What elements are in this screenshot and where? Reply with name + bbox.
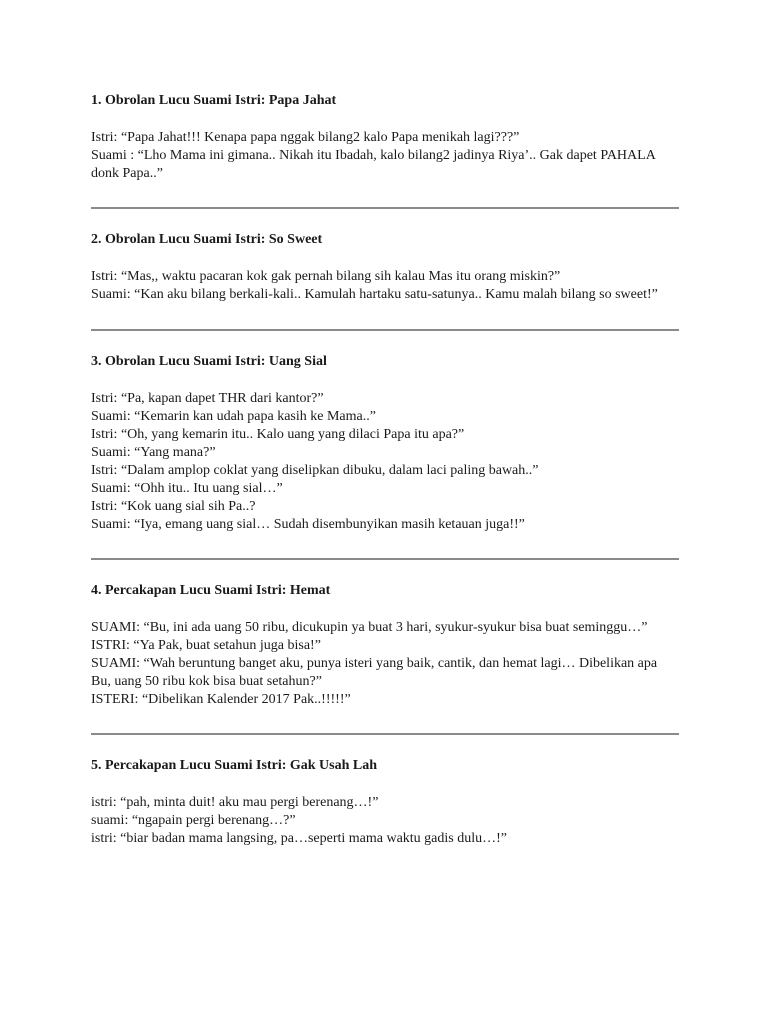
section-title: 4. Percakapan Lucu Suami Istri: Hemat	[91, 583, 331, 598]
dialogue-line: istri: “biar badan mama langsing, pa…seperti mama waktu gadis dulu…!”	[91, 831, 507, 846]
section-title: 5. Percakapan Lucu Suami Istri: Gak Usah Lah	[91, 758, 378, 773]
dialogue-line: SUAMI: “Wah beruntung banget aku, punya isteri yang baik, cantik, dan hemat lagi… Dibelikan apa Bu, uang 50 ribu kok bisa buat setahun?”	[91, 656, 658, 689]
dialogue-line: Istri: “Pa, kapan dapet THR dari kantor?”	[91, 391, 324, 406]
dialogue-line: Istri: “Kok uang sial sih Pa..?	[91, 499, 256, 514]
dialogue-line: Istri: “Mas,, waktu pacaran kok gak pernah bilang sih kalau Mas itu orang miskin?”	[91, 269, 561, 284]
section-body	[91, 268, 679, 304]
dialogue-line: SUAMI: “Bu, ini ada uang 50 ribu, dicukupin ya buat 3 hari, syukur-syukur bisa buat seminggu…”	[91, 620, 648, 635]
section-body	[91, 794, 679, 848]
section-body	[91, 129, 679, 183]
document-page	[91, 92, 679, 848]
dialogue-line: istri: “pah, minta duit! aku mau pergi berenang…!”	[91, 795, 379, 810]
section-gak-usah-lah	[91, 757, 679, 848]
section-title: 2. Obrolan Lucu Suami Istri: So Sweet	[91, 232, 323, 247]
dialogue-line: Istri: “Dalam amplop coklat yang diselipkan dibuku, dalam laci paling bawah..”	[91, 463, 539, 478]
dialogue-line: Suami: “Kemarin kan udah papa kasih ke Mama..”	[91, 409, 376, 424]
section-title: 3. Obrolan Lucu Suami Istri: Uang Sial	[91, 354, 327, 369]
section-papa-jahat	[91, 92, 679, 183]
dialogue-line: Suami: “Ohh itu.. Itu uang sial…”	[91, 481, 283, 496]
section-body	[91, 619, 679, 709]
section-body	[91, 390, 679, 534]
dialogue-line: Istri: “Oh, yang kemarin itu.. Kalo uang yang dilaci Papa itu apa?”	[91, 427, 465, 442]
dialogue-line: Suami: “Kan aku bilang berkali-kali.. Kamulah hartaku satu-satunya.. Kamu malah bilang so sweet!”	[91, 287, 658, 302]
section-title: 1. Obrolan Lucu Suami Istri: Papa Jahat	[91, 93, 337, 108]
dialogue-line: Suami : “Lho Mama ini gimana.. Nikah itu Ibadah, kalo bilang2 jadinya Riya’.. Gak dapet PAHALA donk Papa..”	[91, 148, 656, 181]
dialogue-line: Suami: “Iya, emang uang sial… Sudah disembunyikan masih ketauan juga!!”	[91, 517, 525, 532]
section-so-sweet	[91, 231, 679, 304]
dialogue-line: ISTRI: “Ya Pak, buat setahun juga bisa!”	[91, 638, 321, 653]
dialogue-line: Suami: “Yang mana?”	[91, 445, 216, 460]
dialogue-line: Istri: “Papa Jahat!!! Kenapa papa nggak bilang2 kalo Papa menikah lagi???”	[91, 130, 520, 145]
section-hemat	[91, 582, 679, 709]
dialogue-line: suami: “ngapain pergi berenang…?”	[91, 813, 296, 828]
section-uang-sial	[91, 353, 679, 534]
dialogue-line: ISTERI: “Dibelikan Kalender 2017 Pak..!!!!!”	[91, 692, 351, 707]
